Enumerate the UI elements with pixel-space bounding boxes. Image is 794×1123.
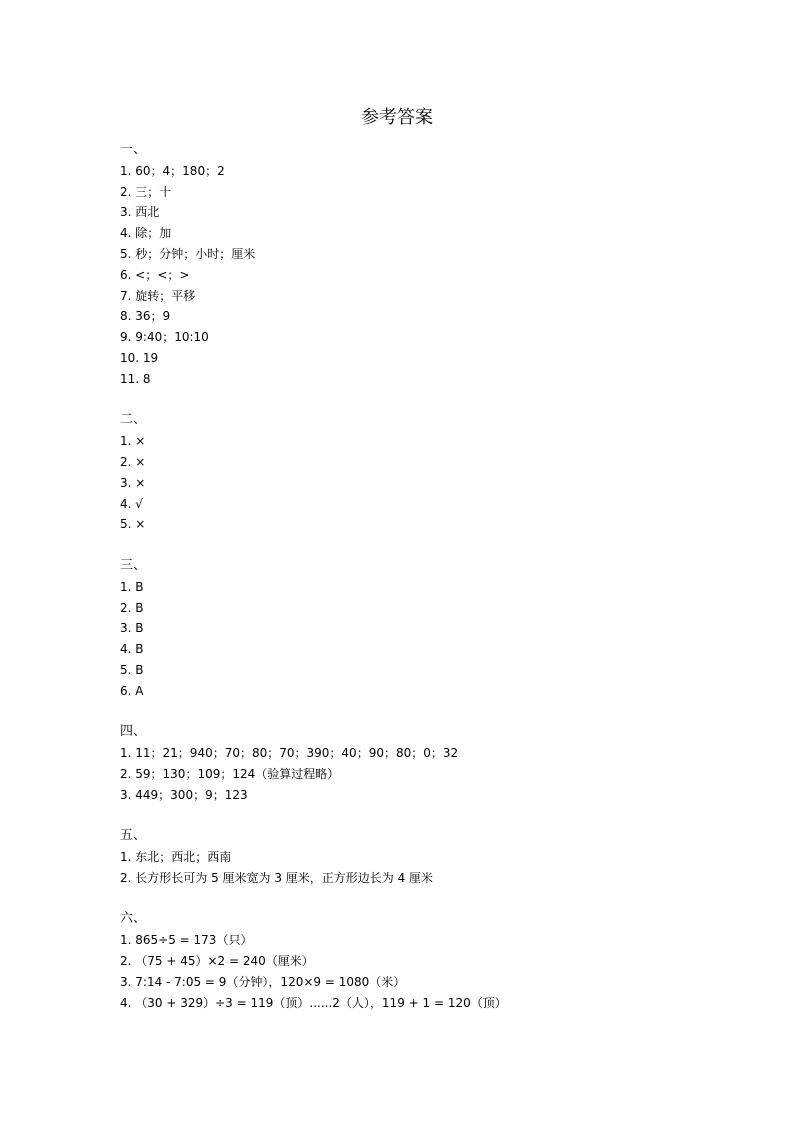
answer-line: 3. 西北 <box>120 205 160 220</box>
section-heading: 五、 <box>120 828 147 844</box>
answer-line: 1. 11；21；940；70；80；70；390；40；90；80；0；32 <box>120 746 459 761</box>
answer-line: 11. 8 <box>120 371 151 386</box>
page-title: 参考答案 <box>361 107 433 128</box>
answer-line: 1. 东北；西北；西南 <box>120 850 232 865</box>
answer-line: 9. 9:40；10:10 <box>120 330 209 345</box>
answer-line: 4. 除；加 <box>120 226 172 241</box>
answer-line: 3. 7:14 - 7:05 = 9（分钟），120×9 = 1080（米） <box>120 974 406 989</box>
answer-line: 5. 秒；分钟；小时；厘米 <box>120 246 256 261</box>
answer-line: 7. 旋转；平移 <box>120 288 196 303</box>
answer-line: 8. 36；9 <box>120 309 171 324</box>
answer-line: 1. 865÷5 = 173（只） <box>120 933 253 948</box>
answer-line: 3. × <box>120 475 146 490</box>
section-spacer <box>120 390 740 411</box>
answer-line: 4. B <box>120 642 144 657</box>
answer-line: 1. × <box>120 434 146 449</box>
answer-line: 6. A <box>120 683 144 698</box>
section-heading: 六、 <box>120 911 147 927</box>
answer-line: 2. （75 + 45）×2 = 240（厘米） <box>120 954 314 969</box>
answer-line: 2. B <box>120 600 144 615</box>
answer-section-4 <box>120 722 740 805</box>
answer-line: 4. （30 + 329）÷3 = 119（顶）......2（人），119 + 1 = 120（顶） <box>120 995 507 1010</box>
answer-line: 2. 长方形长可为 5 厘米宽为 3 厘米，正方形边长为 4 厘米 <box>120 870 434 885</box>
section-spacer <box>120 702 740 723</box>
answer-section-5 <box>120 826 740 888</box>
answer-line: 4. √ <box>120 496 143 511</box>
section-spacer <box>120 806 740 827</box>
answer-section-1 <box>120 140 740 390</box>
answer-content <box>120 140 740 1013</box>
answer-line: 10. 19 <box>120 350 159 365</box>
answer-section-3 <box>120 556 740 702</box>
answer-line: 1. B <box>120 579 144 594</box>
section-heading: 二、 <box>120 412 147 428</box>
section-spacer <box>120 535 740 556</box>
section-spacer <box>120 889 740 910</box>
answer-line: 6. <；<；> <box>120 267 190 282</box>
section-heading: 一、 <box>120 142 147 157</box>
section-heading: 三、 <box>120 557 147 573</box>
answer-line: 5. B <box>120 662 144 677</box>
answer-line: 3. B <box>120 621 144 636</box>
answer-line: 2. × <box>120 454 146 469</box>
answer-line: 2. 59；130；109；124（验算过程略） <box>120 766 340 781</box>
answer-line: 5. × <box>120 517 146 532</box>
answer-line: 1. 60；4；180；2 <box>120 163 225 178</box>
answer-section-2 <box>120 410 740 535</box>
answer-line: 2. 三；十 <box>120 184 172 199</box>
answer-section-6 <box>120 909 740 1013</box>
answer-line: 3. 449；300；9；123 <box>120 787 248 802</box>
section-heading: 四、 <box>120 724 147 740</box>
